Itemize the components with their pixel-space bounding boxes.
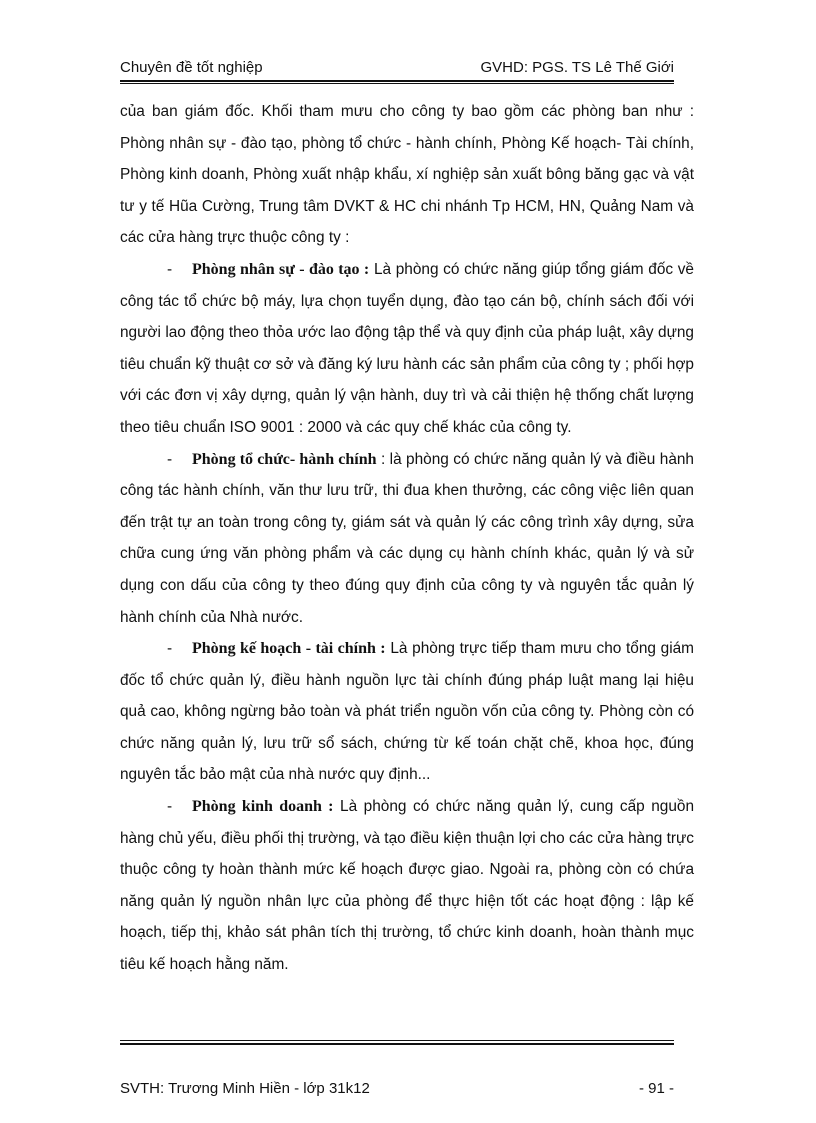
bullet-term: Phòng nhân sự - đào tạo : [192,260,370,278]
bullet-dash: - [167,260,173,278]
header-thesis-title: Chuyên đề tốt nghiệp [120,59,263,76]
bullet-text: Là phòng có chức năng giúp tổng giám đốc về công tác tổ chức bộ máy, lựa chọn tuyển dụng, đào tạo cán bộ, chính sách đối với người lao động theo thỏa ước lao động tập thể và quy định của pháp luật, xây dựng tiêu chuẩn kỹ thuật cơ sở và đăng ký lưu hành các sản phẩm của công ty ; phối hợp với các đơn vị xây dựng, quản lý vận hành, duy trì và cải thiện hệ thống chất lượng theo tiêu chuẩn ISO 9001 : 2000 và các quy chế khác của công ty. [120,260,694,436]
bullet-hr-training [120,254,694,444]
bullet-business [120,791,694,981]
bullet-term: Phòng kinh doanh : [192,798,334,816]
bullet-term: Phòng tổ chức- hành chính [192,450,377,468]
bullet-dash: - [167,640,173,658]
bullet-text: : là phòng có chức năng quản lý và điều hành công tác hành chính, văn thư lưu trữ, thi đua khen thưởng, các công việc liên quan đến trật tự an toàn trong công ty, giám sát và quản lý các công trình xây dựng, sửa chữa cung ứng văn phòng phẩm và các dụng cụ hành chính khác, quản lý và sử dụng con dấu của công ty theo đúng quy định của công ty và nguyên tắc quản lý hành chính của Nhà nước. [120,450,694,626]
page-footer [120,1080,674,1097]
body-text [120,96,694,981]
intro-paragraph: của ban giám đốc. Khối tham mưu cho công ty bao gồm các phòng ban như : Phòng nhân sự - đào tạo, phòng tổ chức - hành chính, Phòng Kế hoạch- Tài chính, Phòng kinh doanh, Phòng xuất nhập khẩu, xí nghiệp sản xuất bông băng gạc và vật tư y tế Hũa Cường, Trung tâm DVKT & HC chi nhánh Tp HCM, HN, Quảng Nam và các cửa hàng trực thuộc công ty : [120,103,694,247]
page-number: - 91 - [638,1080,674,1097]
footer-student: SVTH: Trương Minh Hiền - lớp 31k12 [120,1080,370,1097]
footer-divider [120,1040,674,1041]
header-advisor: GVHD: PGS. TS Lê Thế Giới [480,59,674,76]
bullet-dash: - [167,450,173,468]
bullet-planning-finance [120,633,694,791]
header-divider [120,80,674,82]
bullet-admin [120,444,694,634]
bullet-term: Phòng kế hoạch - tài chính : [192,640,386,658]
bullet-text: Là phòng trực tiếp tham mưu cho tổng giám đốc tổ chức quản lý, điều hành nguồn lực tài chính đúng pháp luật mang lại hiệu quả cao, không ngừng bảo toàn và phát triển nguồn vốn của công ty. Phòng còn có chức năng quản lý, lưu trữ sổ sách, chứng từ kế toán chặt chẽ, khoa học, đúng nguyên tắc bảo mật của nhà nước quy định... [120,640,695,784]
bullet-text: Là phòng có chức năng quản lý, cung cấp nguồn hàng chủ yếu, điều phối thị trường, và tạo điều kiện thuận lợi cho các cửa hàng trực thuộc công ty hoàn thành mức kế hoạch được giao. Ngoài ra, phòng còn có chứa năng quản lý nguồn nhân lực của phòng để thực hiện tốt các hoạt động : lập kế hoạch, tiếp thị, khảo sát phân tích thị trường, tổ chức kinh doanh, hoàn thành mục tiêu kế hoạch hằng năm. [120,798,695,974]
bullet-dash: - [167,798,173,816]
page-header [120,52,674,76]
